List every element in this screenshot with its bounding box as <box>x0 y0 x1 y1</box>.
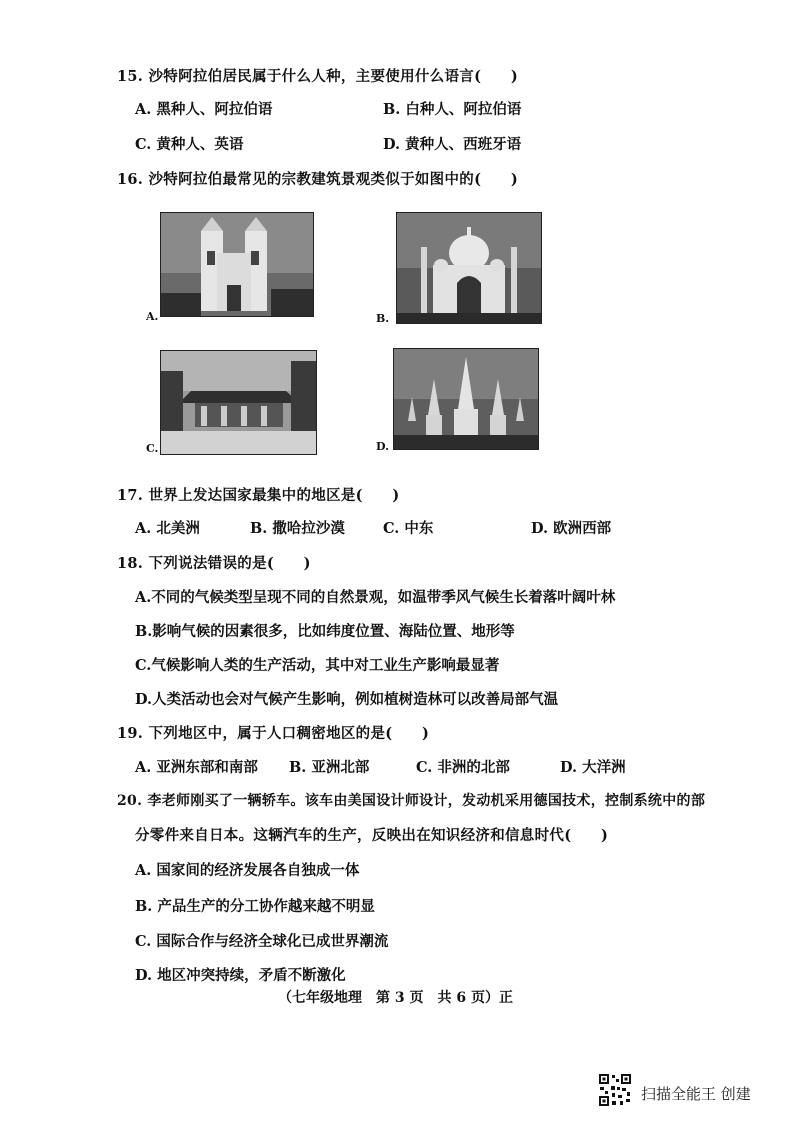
question-20-stem-line2: 分零件来自日本。这辆汽车的生产，反映出在知识经济和信息时代( ) <box>135 827 609 844</box>
image-label-c: C. <box>146 442 159 455</box>
question-18-option-d: D.人类活动也会对气候产生影响，例如植树造林可以改善局部气温 <box>135 691 559 708</box>
question-20-option-c: C. 国际合作与经济全球化已成世界潮流 <box>135 933 389 950</box>
image-label-b: B. <box>376 312 390 325</box>
pagoda-image <box>393 348 539 450</box>
question-20-option-b: B. 产品生产的分工协作越来越不明显 <box>135 898 375 915</box>
question-18-option-b: B.影响气候的因素很多，比如纬度位置、海陆位置、地形等 <box>135 623 515 640</box>
question-18-option-a: A.不同的气候类型呈现不同的自然景观，如温带季风气候生长着落叶阔叶林 <box>135 589 616 606</box>
question-15-option-d: D. 黄种人、西班牙语 <box>383 136 522 153</box>
image-label-d: D. <box>376 440 389 453</box>
question-16-stem: 16. 沙特阿拉伯最常见的宗教建筑景观类似于如图中的( ) <box>117 171 518 188</box>
question-19-option-a: A. 亚洲东部和南部 <box>135 759 258 776</box>
page-footer: （七年级地理 第 3 页 共 6 页）正 <box>278 990 513 1006</box>
question-17-stem: 17. 世界上发达国家最集中的地区是( ) <box>117 487 400 504</box>
question-20-option-a: A. 国家间的经济发展各自独成一体 <box>135 862 360 879</box>
question-18-stem: 18. 下列说法错误的是( ) <box>117 555 311 572</box>
question-19-option-c: C. 非洲的北部 <box>416 759 510 776</box>
question-18-option-c: C.气候影响人类的生产活动，其中对工业生产影响最显著 <box>135 657 500 674</box>
image-label-a: A. <box>146 310 159 323</box>
question-19-option-b: B. 亚洲北部 <box>289 759 370 776</box>
question-15-option-a: A. 黑种人、阿拉伯语 <box>135 101 273 118</box>
church-image <box>160 212 314 317</box>
question-19-stem: 19. 下列地区中，属于人口稠密地区的是( ) <box>117 725 430 742</box>
question-15-stem: 15. 沙特阿拉伯居民属于什么人种，主要使用什么语言( ) <box>117 68 518 85</box>
question-17-option-d: D. 欧洲西部 <box>531 520 612 537</box>
question-17-option-b: B. 撒哈拉沙漠 <box>250 520 345 537</box>
scanner-brand-text: 扫描全能王 创建 <box>641 1085 751 1103</box>
question-17-option-a: A. 北美洲 <box>135 520 200 537</box>
question-20-option-d: D. 地区冲突持续，矛盾不断激化 <box>135 967 346 984</box>
question-17-option-c: C. 中东 <box>383 520 434 537</box>
temple-image <box>160 350 317 455</box>
qr-code-icon <box>598 1073 632 1107</box>
question-15-option-b: B. 白种人、阿拉伯语 <box>383 101 522 118</box>
question-20-stem-line1: 20. 李老师刚买了一辆轿车。该车由美国设计师设计，发动机采用德国技术，控制系统中的部 <box>117 793 706 809</box>
question-19-option-d: D. 大洋洲 <box>560 759 626 776</box>
mosque-image <box>396 212 542 324</box>
question-15-option-c: C. 黄种人、英语 <box>135 136 244 153</box>
